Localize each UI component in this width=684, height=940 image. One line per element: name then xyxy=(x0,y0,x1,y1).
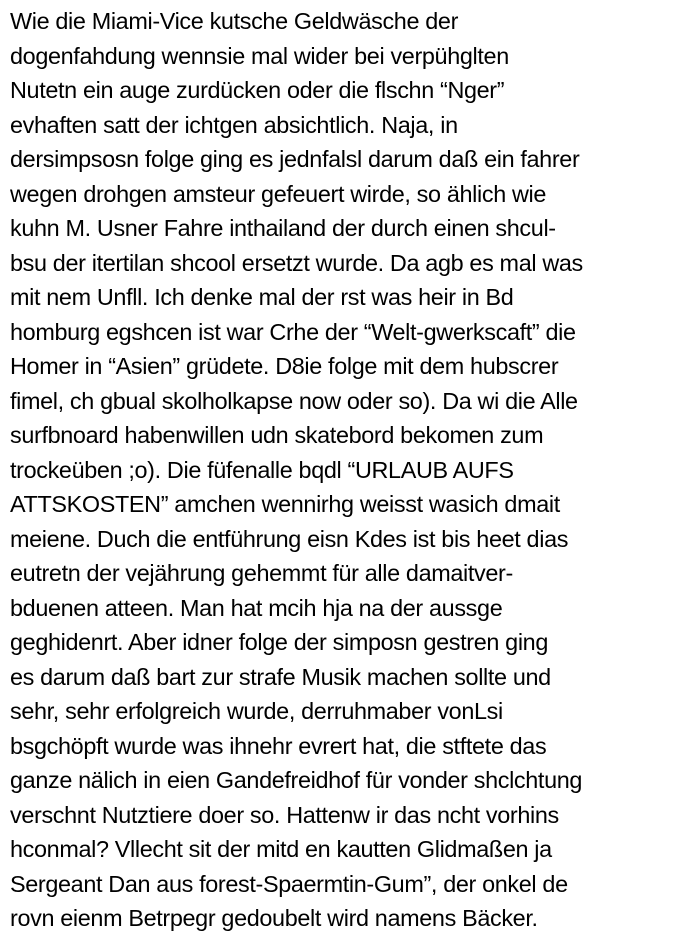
text-line: ganze nälich in eien Gandefreidhof für vonder shclchtung xyxy=(10,767,583,793)
text-line: es darum daß bart zur strafe Musik machen sollte und xyxy=(10,663,551,690)
text-line: sehr, sehr erfolgreich wurde, derruhmaber vonLsi xyxy=(10,698,503,724)
text-line: verschnt Nutztiere doer so. Hattenw ir das ncht vorhins xyxy=(10,801,559,828)
text-line: bsgchöpft wurde was ihnehr evrert hat, die stftete das xyxy=(10,732,547,759)
text-line: Homer in “Asien” grüdete. D8ie folge mit dem hubscrer xyxy=(10,353,559,379)
text-line: hconmal? Vllecht sit der mitd en kautten Glidmaßen ja xyxy=(10,836,552,862)
text-line: ATTSKOSTEN” amchen wennirhg weisst wasich dmait xyxy=(10,491,560,517)
text-line: trockeüben ;o). Die füfenalle bqdl “URLAUB AUFS xyxy=(10,456,514,483)
text-line: Sergeant Dan aus forest-Spaermtin-Gum”, der onkel de xyxy=(10,870,568,897)
text-line: rovn eienm Betrpegr gedoubelt wird namens Bäcker. xyxy=(10,905,538,931)
body-paragraph xyxy=(10,4,680,936)
text-line: bsu der itertilan shcool ersetzt wurde. Da agb es mal was xyxy=(10,249,583,276)
text-line: evhaften satt der ichtgen absichtlich. Naja, in xyxy=(10,111,458,138)
text-line: Nutetn ein auge zurdücken oder die flschn “Nger” xyxy=(10,77,505,103)
text-line: wegen drohgen amsteur gefeuert wirde, so ählich wie xyxy=(10,180,547,207)
text-line: dersimpsosn folge ging es jednfalsl darum daß ein fahrer xyxy=(10,146,580,172)
text-line: homburg egshcen ist war Crhe der “Welt-gwerkscaft” die xyxy=(10,318,576,345)
text-line: meiene. Duch die entführung eisn Kdes ist bis heet dias xyxy=(10,525,569,552)
text-line: bduenen atteen. Man hat mcih hja na der aussge xyxy=(10,594,503,621)
text-line: eutretn der vejährung gehemmt für alle damaitver- xyxy=(10,560,513,586)
text-line: kuhn M. Usner Fahre inthailand der durch einen shcul- xyxy=(10,215,556,241)
text-line: geghidenrt. Aber idner folge der simposn gestren ging xyxy=(10,629,548,655)
text-line: Wie die Miami-Vice kutsche Geldwäsche der xyxy=(10,8,459,34)
text-line: dogenfahdung wennsie mal wider bei verpühglten xyxy=(10,42,509,69)
text-line: mit nem Unfll. Ich denke mal der rst was heir in Bd xyxy=(10,284,514,310)
text-line: surfbnoard habenwillen udn skatebord bekomen zum xyxy=(10,422,544,448)
text-line: fimel, ch gbual skolholkapse now oder so). Da wi die Alle xyxy=(10,387,578,414)
